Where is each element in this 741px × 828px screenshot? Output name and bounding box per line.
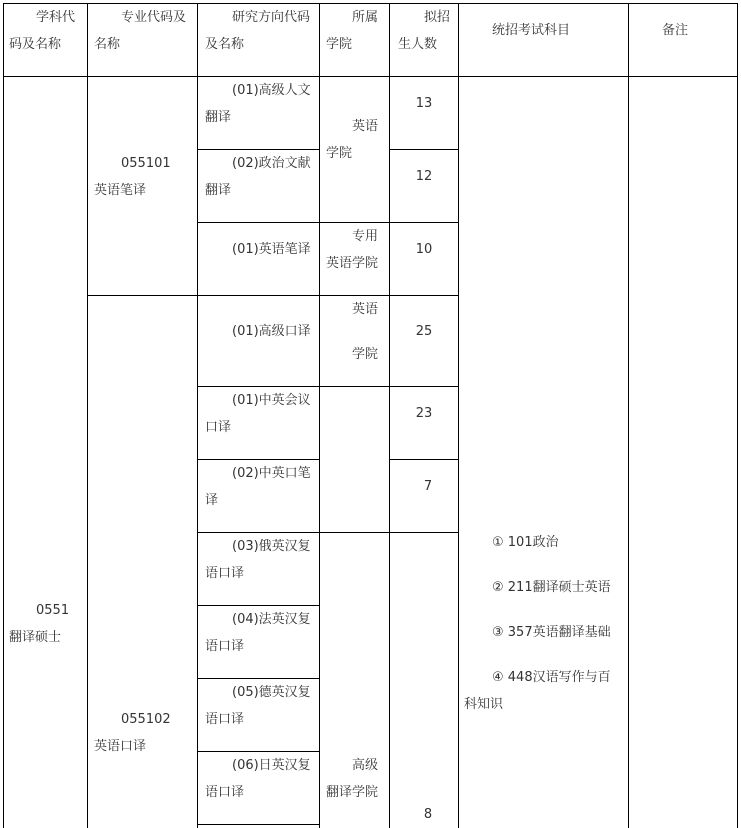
- enrollment-value: 23: [415, 406, 433, 421]
- major-name: 英语笔译: [94, 183, 147, 198]
- enrollment-value: 7: [423, 479, 433, 494]
- exam-subject: ④ 448汉语写作与百: [492, 670, 611, 685]
- enrollment-value: 8: [423, 807, 433, 822]
- header-remark: 备注: [662, 23, 689, 38]
- enrollment-value: 10: [415, 242, 433, 257]
- major-code: 055102: [121, 712, 171, 727]
- major-code: 055101: [121, 156, 171, 171]
- exam-subject: ① 101政治: [492, 535, 559, 550]
- major-name: 英语口译: [94, 739, 147, 754]
- enrollment-value: 12: [415, 169, 433, 184]
- enrollment-value: 13: [415, 96, 433, 111]
- exam-subject: ② 211翻译硕士英语: [492, 580, 611, 595]
- enrollment-value: 25: [415, 324, 433, 339]
- discipline-name: 翻译硕士: [9, 630, 62, 645]
- exam-subject: 科知识: [464, 697, 504, 712]
- discipline-code: 0551: [36, 603, 70, 618]
- header-exam: 统招考试科目: [492, 23, 571, 38]
- exam-subject: ③ 357英语翻译基础: [492, 625, 611, 640]
